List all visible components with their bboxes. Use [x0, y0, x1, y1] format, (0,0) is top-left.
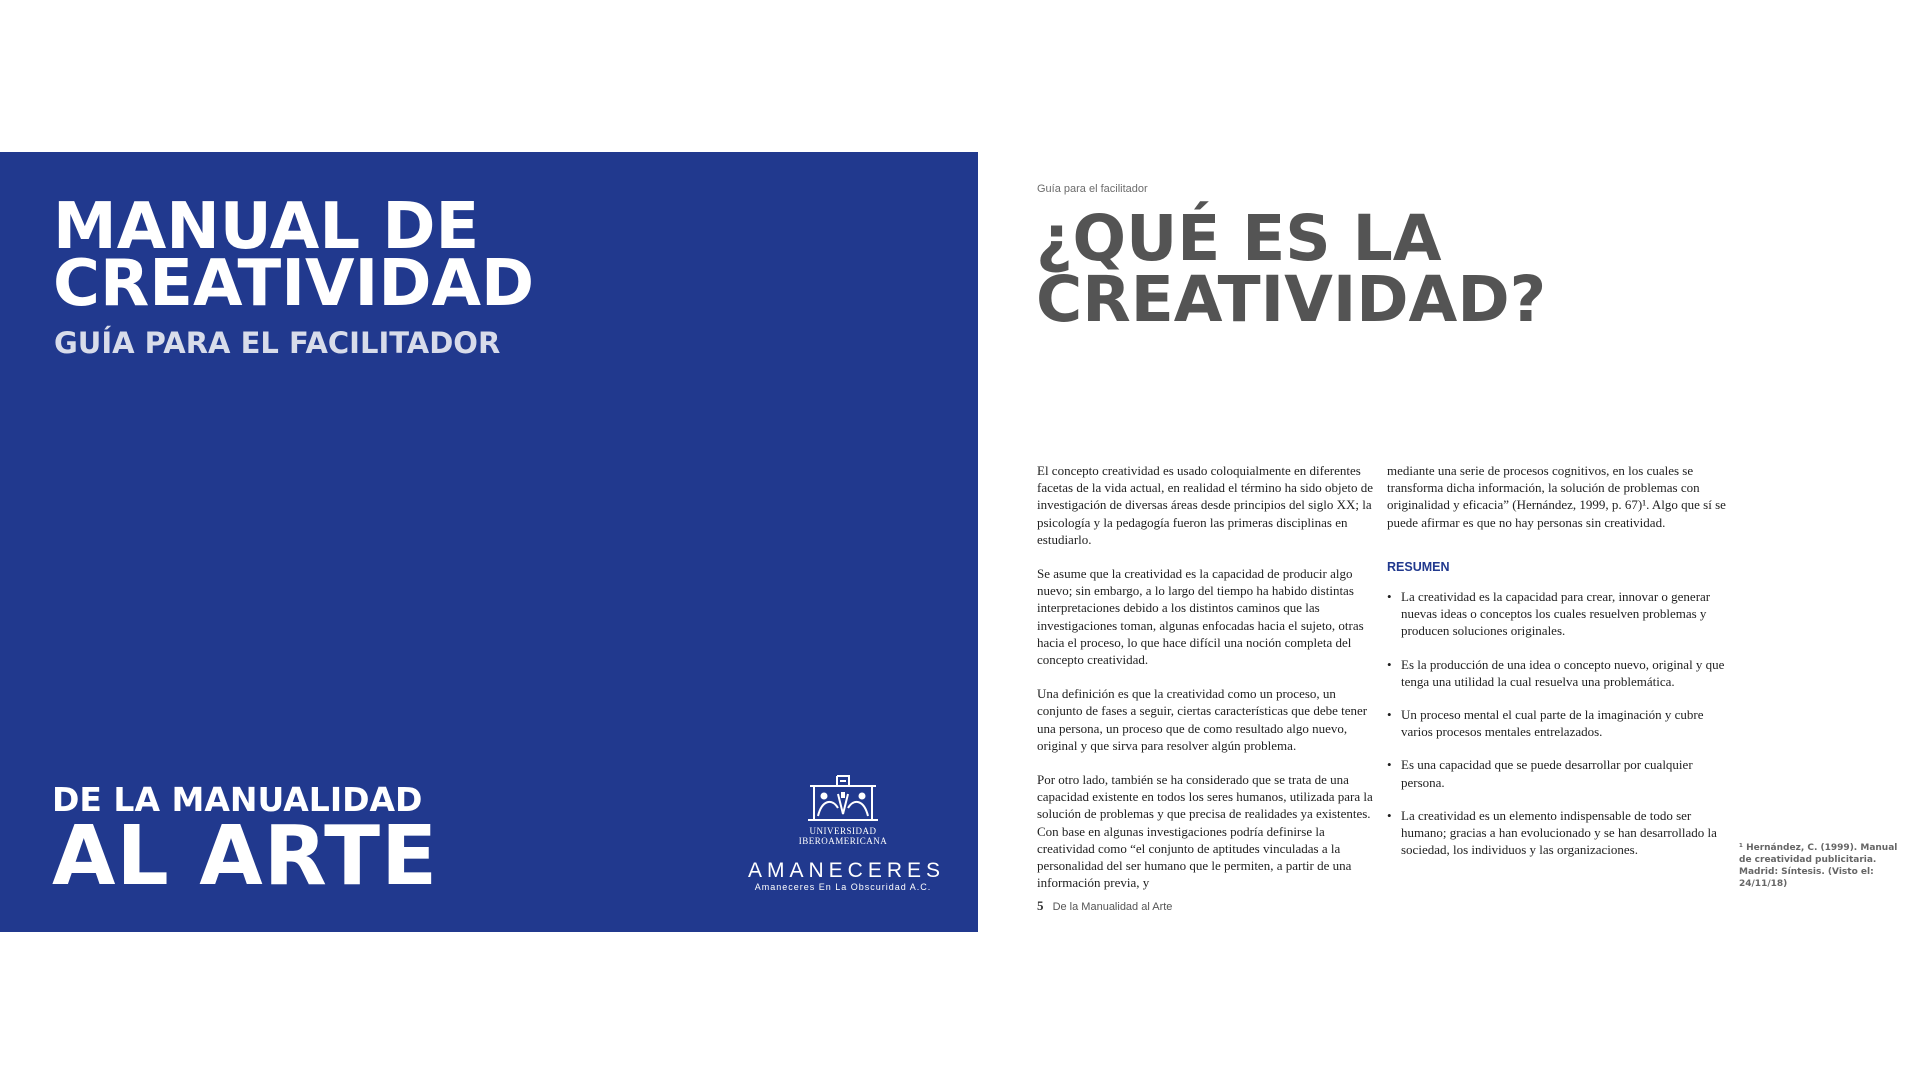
resumen-list — [1387, 588, 1727, 858]
amaneceres-subtitle: Amaneceres En La Obscuridad A.C. — [754, 882, 932, 892]
page-title — [1036, 202, 1547, 336]
cover-title — [53, 190, 535, 321]
paragraph: Por otro lado, también se ha considerado que se trata de una capacidad existente en todos los seres humanos, utilizada para la solución de problemas y que precisa de realidades ya existentes. Con base en algunas investigaciones podría definirse la creatividad como “el conjunto de aptitudes vinculadas a la personalidad del ser humano que le permiten, a partir de una información previa, y — [1037, 772, 1373, 891]
list-item-text: La creatividad es un elemento indispensable de todo ser humano; gracias a han evolucionado y se han desarrollado la sociedad, los individuos y las organizaciones. — [1401, 807, 1717, 858]
page-footer — [1037, 898, 1172, 914]
bullet-icon: • — [1387, 656, 1392, 672]
cover-bottom-line2: AL ARTE — [52, 809, 439, 904]
cover-title-line1: MANUAL DE — [53, 190, 480, 264]
list-item-text: La creatividad es la capacidad para crear, innovar o generar nuevas ideas o conceptos los cuales resuelven problemas y producen soluciones originales. — [1401, 589, 1711, 639]
text-column-2 — [1387, 462, 1727, 874]
page-title-line1: ¿QUÉ ES LA — [1036, 202, 1442, 275]
bullet-icon: • — [1387, 807, 1392, 823]
logos — [748, 772, 946, 893]
paragraph: Se asume que la creatividad es la capacidad de producir algo nuevo; sin embargo, a lo largo del tiempo ha habido distintas interpretaciones debido a los distintos caminos que las investigaciones toman, algunas enfocadas hacia el sujeto, otras hacia el proceso, lo que hace difícil una noción completa del concepto creatividad. — [1037, 566, 1364, 668]
list-item-text: Un proceso mental el cual parte de la imaginación y cubre varios procesos mentales entrelazados. — [1401, 707, 1704, 740]
resumen-heading: RESUMEN — [1387, 559, 1450, 574]
footnote: ¹ Hernández, C. (1999). Manual de creatividad publicitaria. Madrid: Síntesis. (Visto el: 24/11/18) — [1739, 843, 1898, 889]
uia-name — [748, 826, 938, 846]
running-header: Guía para el facilitador — [1037, 183, 1148, 195]
paragraph: El concepto creatividad es usado coloquialmente en diferentes facetas de la vida actual, en realidad el término ha sido objeto de investigación de diversas áreas desde principios del siglo XX; la psicología y la pedagogía fueron las primeras disciplinas en estudiarlo. — [1037, 463, 1374, 547]
list-item — [1387, 807, 1727, 859]
footer-text: De la Manualidad al Arte — [1052, 901, 1173, 913]
paragraph: Una definición es que la creatividad como un proceso, un conjunto de fases a seguir, ciertas características que debe tener una persona, un proceso que de como resultado algo nuevo, original y que sirva para resolver algún problema. — [1037, 686, 1368, 753]
list-item — [1387, 756, 1727, 790]
cover-page — [0, 152, 978, 932]
list-item — [1387, 656, 1727, 690]
list-item-text: Es una capacidad que se puede desarrollar por cualquier persona. — [1401, 757, 1693, 790]
content-page — [978, 152, 1920, 932]
bullet-icon: • — [1387, 707, 1392, 723]
list-item — [1387, 706, 1727, 740]
amaneceres-logo-text: AMANECERES — [748, 859, 946, 882]
list-item-text: Es la producción de una idea o concepto nuevo, original y que tenga una utilidad la cual resuelva una problemática. — [1401, 656, 1725, 689]
universidad-iberoamericana-logo — [804, 772, 882, 824]
text-column-1 — [1037, 462, 1377, 908]
cover-subtitle: GUÍA PARA EL FACILITADOR — [54, 326, 501, 360]
paragraph: mediante una serie de procesos cognitivos, en los cuales se transforma dicha información, la solución de problemas con originalidad y eficacia” (Hernández, 1999, p. 67)¹. Algo que sí se puede afirmar es que no hay personas sin creatividad. — [1387, 463, 1726, 530]
cover-bottom-line1: DE LA MANUALIDAD — [52, 780, 423, 819]
list-item — [1387, 588, 1727, 640]
cover-title-line2: CREATIVIDAD — [53, 247, 535, 321]
uia-name-line1: UNIVERSIDAD — [809, 826, 877, 836]
page-title-line2: CREATIVIDAD? — [1036, 263, 1547, 336]
page-number: 5 — [1037, 898, 1044, 913]
cover-bottom-title — [52, 780, 439, 904]
bullet-icon: • — [1387, 757, 1392, 773]
uia-name-line2: IBEROAMERICANA — [798, 836, 888, 846]
bullet-icon: • — [1387, 589, 1392, 605]
